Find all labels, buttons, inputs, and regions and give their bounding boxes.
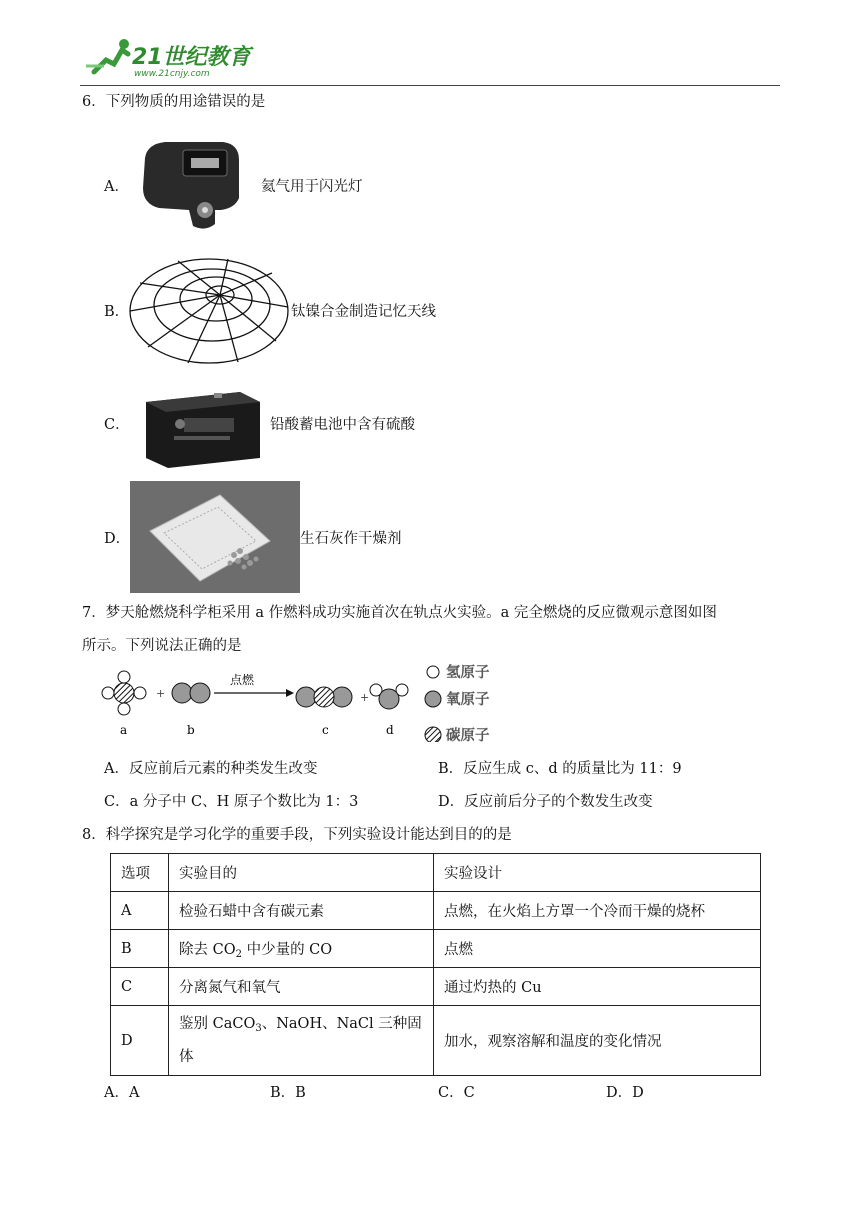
molecule-d: [370, 684, 408, 709]
antenna-drawing: [128, 255, 290, 367]
row-d-option: D: [111, 1006, 169, 1076]
plus-sign-1: +: [156, 687, 166, 700]
row-c-goal: 分离氮气和氧气: [169, 968, 434, 1006]
q7-option-c: C．a 分子中 C、H 原子个数比为 1：3: [104, 794, 359, 810]
label-a: a: [120, 723, 128, 737]
q7-option-b: B．反应生成 c、d 的质量比为 11：9: [438, 761, 682, 777]
q7-option-d: D．反应前后分子的个数发生改变: [438, 794, 653, 810]
molecule-b: [172, 683, 210, 703]
logo-text: 21世纪教育: [132, 45, 251, 70]
sensor-photo: [135, 138, 255, 232]
q7-stem-line1: 7．梦天舱燃烧科学柜采用 a 作燃料成功实施首次在轨点火实验。a 完全燃烧的反应微观示意图如图: [82, 605, 717, 621]
table-row: [111, 892, 761, 930]
row-d-goal: 鉴别 CaCO$_3$、NaOH、NaCl 三种固 体: [169, 1006, 434, 1076]
row-b-design: 点燃: [434, 930, 761, 968]
row-a-design: 点燃，在火焰上方罩一个冷而干燥的烧杯: [434, 892, 761, 930]
header-design: 实验设计: [434, 854, 761, 892]
q8-stem: 8．科学探究是学习化学的重要手段，下列实验设计能达到目的的是: [82, 827, 512, 843]
row-c-option: C: [111, 968, 169, 1006]
q6-stem: 6．下列物质的用途错误的是: [82, 94, 266, 110]
table-row: [111, 1006, 761, 1076]
desiccant-photo: [130, 481, 300, 593]
row-c-design: 通过灼热的 Cu: [434, 968, 761, 1006]
row-b-option: B: [111, 930, 169, 968]
label-b: b: [187, 723, 195, 737]
plus-sign-2: +: [360, 691, 370, 704]
reaction-diagram: [96, 662, 506, 742]
header-divider: [80, 85, 780, 86]
site-logo: [84, 36, 254, 80]
q6-option-c-letter: C．: [104, 417, 130, 433]
row-a-option: A: [111, 892, 169, 930]
logo-url: www.21cnjy.com: [134, 69, 210, 79]
q6-option-b-text: 钛镍合金制造记忆天线: [291, 304, 436, 320]
row-d-design: 加水，观察溶解和温度的变化情况: [434, 1006, 761, 1076]
q8-option-a: A．A: [104, 1085, 140, 1101]
q8-option-b: B．B: [270, 1085, 306, 1101]
table-row: [111, 930, 761, 968]
q7-option-a: A．反应前后元素的种类发生改变: [104, 761, 318, 777]
runner-icon: [86, 39, 129, 72]
table-header-row: [111, 854, 761, 892]
row-a-goal: 检验石蜡中含有碳元素: [169, 892, 434, 930]
header-option: 选项: [111, 854, 169, 892]
table-row: [111, 968, 761, 1006]
q6-option-b-letter: B．: [104, 304, 130, 320]
legend-oxygen: 氧原子: [446, 691, 490, 708]
arrow-head: [286, 689, 294, 697]
header-goal: 实验目的: [169, 854, 434, 892]
q6-option-c-text: 铅酸蓄电池中含有硫酸: [270, 417, 415, 433]
label-d: d: [386, 723, 394, 737]
label-c: c: [322, 723, 329, 737]
legend-carbon: 碳原子: [446, 727, 490, 744]
q6-option-d-letter: D．: [104, 531, 131, 547]
q6-option-a-text: 氦气用于闪光灯: [261, 179, 363, 195]
molecule-c: [296, 687, 352, 707]
legend: [425, 666, 441, 742]
reaction-condition: 点燃: [230, 673, 255, 687]
q6-option-d-text: 生石灰作干燥剂: [300, 531, 402, 547]
molecule-a: [102, 671, 146, 715]
battery-photo: [144, 388, 262, 470]
q8-option-d: D．D: [606, 1085, 644, 1101]
legend-hydrogen: 氢原子: [446, 664, 490, 681]
q8-option-c: C．C: [438, 1085, 475, 1101]
row-b-goal: 除去 $CO_2$ 中少量的 CO: [169, 930, 434, 968]
q6-option-a-letter: A．: [104, 179, 129, 195]
q7-stem-line2: 所示。下列说法正确的是: [82, 638, 242, 654]
experiment-table: [110, 853, 761, 1076]
